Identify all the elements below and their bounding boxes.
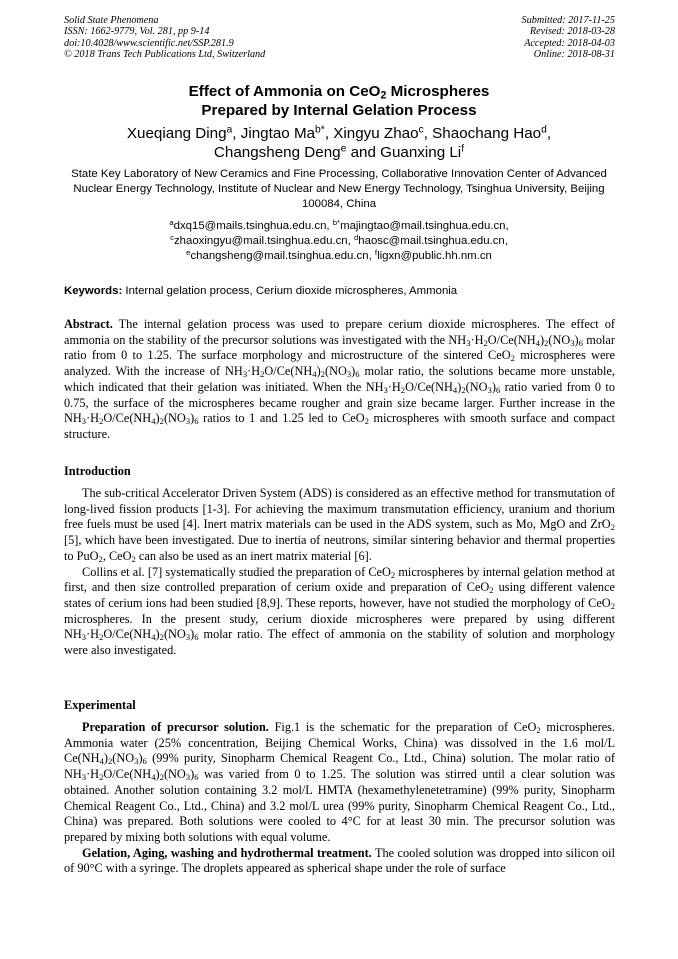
journal-copyright: © 2018 Trans Tech Publications Ltd, Switzerland: [64, 48, 266, 60]
author-affiliation-mark: f: [461, 143, 465, 155]
journal-doi: doi:10.4028/www.scientific.net/SSP.281.9: [64, 37, 234, 49]
introduction-body: [64, 486, 615, 659]
subsection-label: Gelation, Aging, washing and hydrothermal treatment.: [82, 845, 372, 860]
abstract-label: Abstract.: [64, 317, 113, 331]
author-name: Guanxing Li: [380, 144, 462, 161]
author-affiliation-mark: e: [340, 143, 347, 155]
title-line-2: Prepared by Internal Gelation Process: [201, 102, 477, 119]
author-name: Shaochang Hao: [432, 125, 542, 142]
author-affiliation-mark: d: [541, 124, 547, 136]
email-address[interactable]: dxq15@mails.tsinghua.edu.cn: [173, 220, 327, 232]
date-submitted: Submitted: 2017-11-25: [521, 15, 615, 26]
title-text: Effect of Ammonia on CeO: [188, 83, 381, 100]
email-mark: b*: [332, 217, 341, 227]
experimental-heading: Experimental: [64, 698, 136, 712]
email-mark: c: [170, 232, 174, 242]
email-address[interactable]: ligxn@public.hh.nm.cn: [377, 250, 492, 262]
keywords-label: Keywords:: [64, 285, 123, 297]
paper-title: [40, 82, 638, 120]
publication-dates: [522, 15, 615, 60]
email-address[interactable]: zhaoxingyu@mail.tsinghua.edu.cn: [173, 235, 348, 247]
email-list: $^a$dxq15@mails.tsinghua.edu.cn, $^{b*}$majingtao@mail.tsinghua.edu.cn, $^c$zhaoxingyu@mail.tsinghua.edu.cn, $^d$haosc@mail.tsinghua.edu.cn, $^e$changsheng@mail.tsinghua.edu.cn, $^f$ligxn@public.hh.nm.cn: [169, 217, 509, 262]
paragraph-text: The cooled solution was dropped into silicon oil of 90°C with a syringe. The droplets appeared as spherical shape under the role of surface: [64, 845, 615, 876]
experimental-paragraph-1: [64, 720, 615, 846]
journal-name: Solid State Phenomena: [64, 15, 159, 26]
email-address[interactable]: changsheng@mail.tsinghua.edu.cn: [190, 250, 369, 262]
introduction-paragraph-1: The sub-critical Accelerator Driven System (ADS) is considered as an effective method for transmutation of long-lived fission products [1-3]. For achieving the maximum transmutation efficiency, uranium and thorium free fuels must be used [4]. Inert matrix materials can be used in the ADS system, such as Mo, MgO and ZrO$_2$ [5], which have been investigated. Due to inertia of neutrons, similar sintering behavior and thermal properties to PuO$_2$, CeO$_2$ can also be used as an inert matrix material [6].: [64, 486, 615, 564]
email-address[interactable]: majingtao@mail.tsinghua.edu.cn: [340, 220, 506, 232]
author-name: Xueqiang Ding: [126, 125, 227, 142]
affiliation: State Key Laboratory of New Ceramics and Fine Processing, Collaborative Innovation Center of Advanced Nuclear Energy Technology, Institute of Nuclear and New Energy Technology, Tsinghua University, Beijing 100084, China: [71, 168, 607, 210]
introduction-paragraph-2: Collins et al. [7] systematically studied the preparation of CeO$_2$ microspheres by internal gelation method at first, and then size controlled preparation of cerium oxide and preparation of CeO$_2$ using different valence states of cerium ions had been studied [8,9]. These reports, however, have not studied the morphology of CeO$_2$ microspheres. In the present study, cerium dioxide microspheres were prepared by using different $NH_3\cdot H_2O/Ce(NH_4)_2(NO_3)_6$ molar ratio. The effect of ammonia on the stability of solution and morphology were also investigated.: [64, 564, 616, 658]
date-online: Online: 2018-08-31: [533, 48, 615, 60]
introduction-heading: Introduction: [64, 464, 131, 478]
journal-info: [64, 15, 265, 60]
date-revised: Revised: 2018-03-28: [529, 26, 615, 38]
experimental-body: [64, 720, 615, 877]
keywords: [64, 284, 615, 299]
title-text: Microspheres: [386, 83, 490, 100]
abstract-text: The internal gelation process was used to prepare cerium dioxide microspheres. The effect of ammonia on the stability of the precursor solutions was investigated with the $NH_3\cdot H_2O/Ce(NH_4)_2(NO_3)_6$ molar ratio from 0 to 1.25. The surface morphology and microstructure of the sintered CeO$_2$ microspheres were analyzed. With the increase of $NH_3\cdot H_2O/Ce(NH_4)_2(NO_3)_6$ molar ratio, the solutions became more unstable, which indicated that their gelation was initiated. When the $NH_3\cdot H_2O/Ce(NH_4)_2(NO_3)_6$ ratio varied from 0 to 0.75, the surface of the microspheres became rougher and grain size became larger. Further increase in the $NH_3\cdot H_2O/Ce(NH_4)_2(NO_3)_6$ ratios to 1 and 1.25 led to CeO$_2$ microspheres with smooth surface and compact structure.: [64, 317, 615, 441]
author-name: Changsheng Deng: [213, 144, 341, 161]
author-affiliation-mark: a: [226, 124, 233, 136]
experimental-paragraph-2: [64, 846, 615, 877]
email-address[interactable]: haosc@mail.tsinghua.edu.cn: [358, 235, 505, 247]
title-subscript: 2: [380, 89, 387, 102]
keywords-text: Internal gelation process, Cerium dioxide microspheres, Ammonia: [122, 285, 458, 297]
email-mark: f: [374, 247, 378, 257]
title-line-1: [40, 82, 638, 101]
journal-issn: ISSN: 1662-9779, Vol. 281, pp 9-14: [64, 26, 210, 38]
author-affiliation-mark: c: [418, 124, 424, 136]
date-accepted: Accepted: 2018-04-03: [524, 37, 615, 49]
abstract: [64, 317, 615, 443]
email-mark: d: [353, 232, 359, 242]
email-mark: e: [186, 247, 191, 257]
email-mark: a: [169, 217, 174, 227]
author-name: Jingtao Ma: [240, 125, 316, 142]
author-list: Xueqiang Ding$^a$, Jingtao $Ma^{b*}$, Xingyu Zhao$^c$, Shaochang Hao$^d$, Changsheng Deng$^e$ and Guanxing Li$^f$: [126, 124, 552, 161]
paragraph-text: Fig.1 is the schematic for the preparation of CeO$_2$ microspheres. Ammonia water (25% concentration, Beijing Chemical Works, China) was dissolved in the 1.6 mol/L $Ce(NH_4)_2(NO_3)_6$ (99% purity, Sinopharm Chemical Reagent Co., Ltd., China) solution. The molar ratio of $NH_3\cdot H_2O/Ce(NH_4)_2(NO_3)_6$ was varied from 0 to 1.25. The solution was stirred until a clear solution was obtained. Another solution containing 3.2 mol/L HMTA (hexamethylenetetramine) (99% purity, Sinopharm Chemical Reagent Co., Ltd., China) and 3.2 mol/L urea (99% purity, Sinopharm Chemical Reagent Co., Ltd., China) was prepared. Both solutions were cooled to 4°C for at least 30 min. The precursor solution was prepared by mixing both solutions with equal volume.: [64, 720, 615, 844]
subsection-label: Preparation of precursor solution.: [82, 720, 269, 734]
author-name: Xingyu Zhao: [333, 125, 419, 142]
author-affiliation-mark: b*: [315, 124, 325, 136]
